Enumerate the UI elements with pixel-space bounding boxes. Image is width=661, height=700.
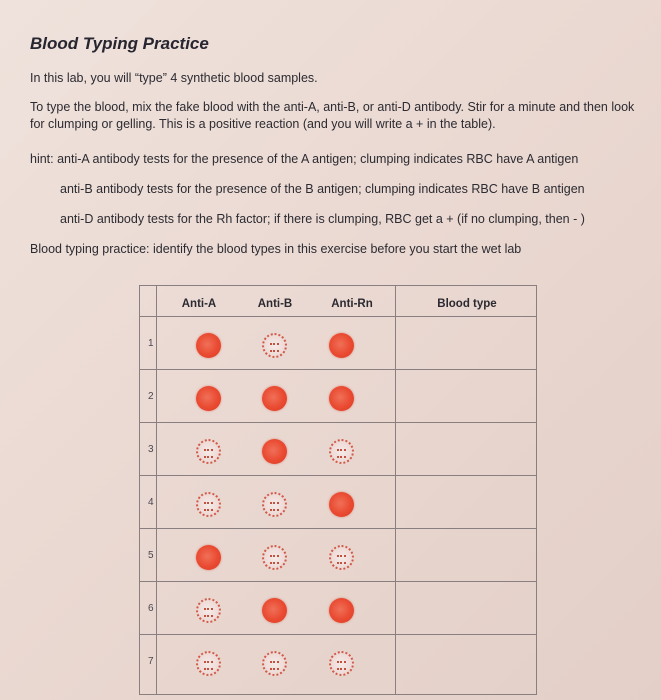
row-number: 4: [148, 497, 154, 508]
reaction-negative-dot: [196, 492, 221, 517]
blood-type-cell: [402, 546, 532, 564]
row-number: 2: [148, 391, 154, 402]
table-divider: [140, 422, 536, 423]
hint-anti-b: anti-B antibody tests for the presence of the B antigen; clumping indicates RBC have B antigen: [60, 182, 585, 196]
table-divider: [140, 475, 536, 476]
reaction-positive-dot: [329, 492, 354, 517]
reaction-negative-dot: [262, 651, 287, 676]
header-anti-rn: Anti-Rn: [331, 298, 373, 310]
header-anti-b: Anti-B: [257, 298, 293, 310]
blood-type-cell: [402, 493, 532, 511]
intro-text: In this lab, you will “type” 4 synthetic blood samples.: [30, 71, 318, 85]
blood-type-cell: [402, 652, 532, 670]
blood-type-cell: [402, 334, 532, 352]
reaction-negative-dot: [196, 439, 221, 464]
blood-type-cell: [402, 599, 532, 617]
row-number: 7: [148, 656, 154, 667]
practice-instruction: Blood typing practice: identify the blood types in this exercise before you start the wet lab: [30, 242, 522, 256]
reaction-negative-dot: [196, 651, 221, 676]
reaction-negative-dot: [329, 651, 354, 676]
table-divider: [156, 286, 157, 694]
reaction-positive-dot: [329, 333, 354, 358]
instructions-text: To type the blood, mix the fake blood with the anti-A, anti-B, or anti-D antibody. Stir for a minute and then look for clumping or gelling. This is a positive reaction (and you will write a + in the table).: [30, 100, 635, 131]
reaction-negative-dot: [329, 545, 354, 570]
header-anti-a: Anti-A: [181, 298, 217, 310]
hint-anti-a: hint: anti-A antibody tests for the presence of the A antigen; clumping indicates RBC have A antigen: [30, 152, 579, 166]
table-divider: [140, 634, 536, 635]
row-number: 1: [148, 338, 154, 349]
reaction-negative-dot: [196, 598, 221, 623]
row-number: 6: [148, 603, 154, 614]
table-divider: [140, 316, 536, 317]
blood-type-cell: [402, 387, 532, 405]
reaction-negative-dot: [329, 439, 354, 464]
table-divider: [140, 581, 536, 582]
reaction-positive-dot: [196, 545, 221, 570]
reaction-positive-dot: [262, 598, 287, 623]
table-divider: [140, 528, 536, 529]
reaction-positive-dot: [329, 386, 354, 411]
row-number: 3: [148, 444, 154, 455]
hint-anti-d: anti-D antibody tests for the Rh factor; if there is clumping, RBC get a + (if no clumping, then - ): [60, 212, 585, 226]
blood-type-cell: [402, 440, 532, 458]
blood-typing-table: [139, 285, 537, 695]
reaction-positive-dot: [262, 386, 287, 411]
reaction-positive-dot: [196, 386, 221, 411]
reaction-negative-dot: [262, 545, 287, 570]
reaction-positive-dot: [262, 439, 287, 464]
reaction-negative-dot: [262, 333, 287, 358]
reaction-negative-dot: [262, 492, 287, 517]
row-number: 5: [148, 550, 154, 561]
table-divider: [395, 286, 396, 694]
table-divider: [140, 369, 536, 370]
header-blood-type: Blood type: [437, 298, 497, 310]
page-title: Blood Typing Practice: [30, 34, 209, 53]
reaction-positive-dot: [329, 598, 354, 623]
reaction-positive-dot: [196, 333, 221, 358]
